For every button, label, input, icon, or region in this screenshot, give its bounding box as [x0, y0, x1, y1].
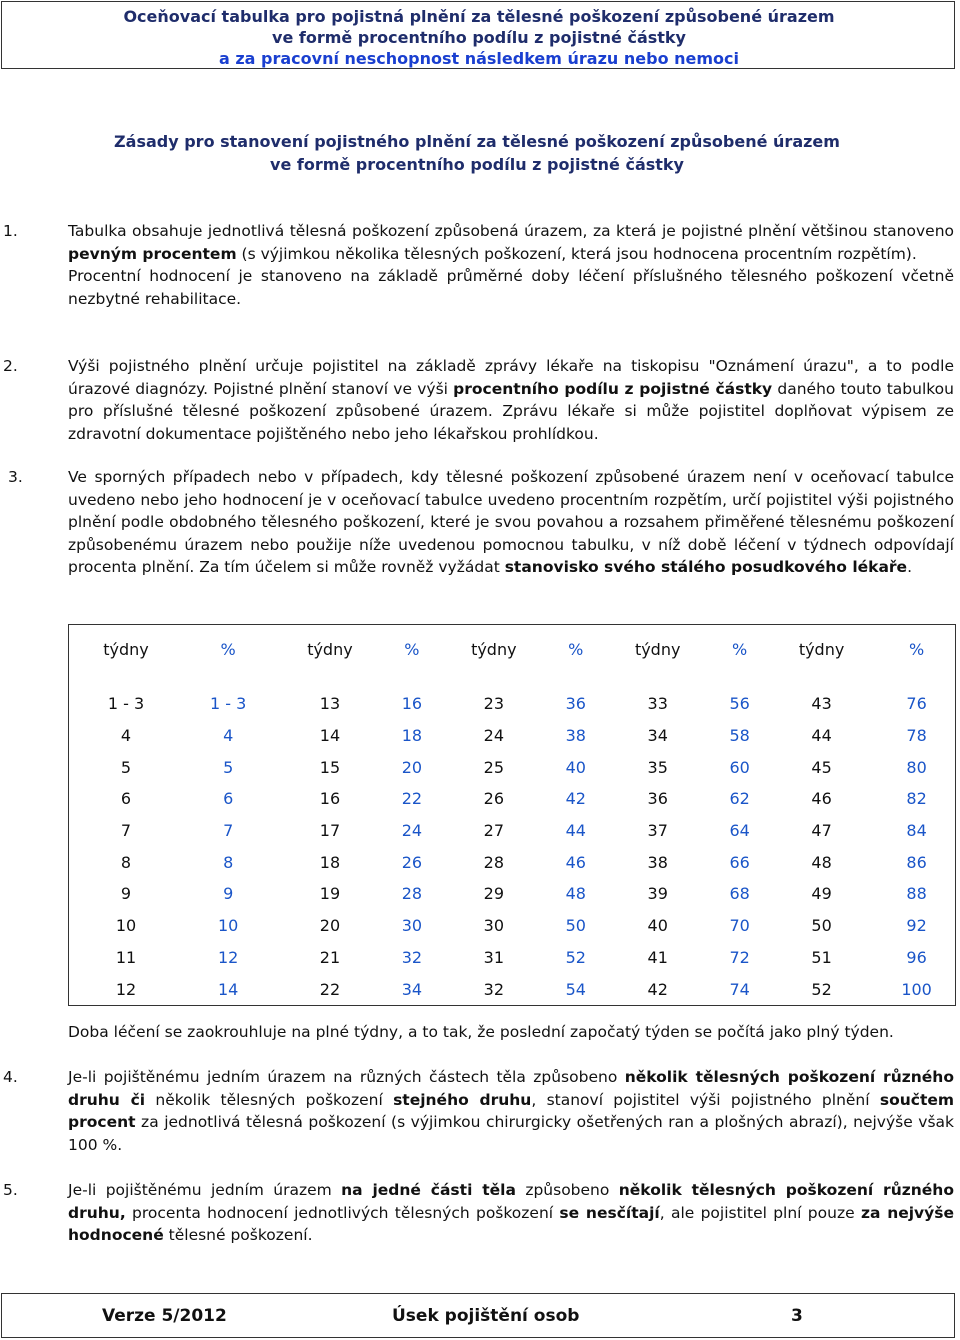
- weeks-cell: 37: [647, 821, 668, 841]
- percent-cell: 92: [906, 916, 927, 936]
- weeks-cell: 18: [319, 852, 341, 872]
- weeks-cell: 15: [319, 757, 341, 777]
- percent-cell: 60: [729, 757, 750, 777]
- weeks-cell: 49: [811, 884, 832, 904]
- weeks-cell: 20: [319, 916, 341, 936]
- table-row: [69, 688, 956, 720]
- header-cell-percent: %: [404, 639, 420, 659]
- percent-cell: 34: [401, 979, 423, 999]
- percent-cell: 30: [401, 916, 423, 936]
- percent-cell: 32: [401, 947, 423, 967]
- table-row: [69, 720, 956, 752]
- weeks-cell: 24: [483, 726, 504, 746]
- weeks-cell: 26: [483, 789, 504, 809]
- weeks-cell: 45: [811, 757, 832, 777]
- header-cell-weeks: týdny: [634, 639, 681, 659]
- percent-cell: 48: [565, 884, 586, 904]
- weeks-cell: 21: [319, 947, 341, 967]
- percent-cell: 52: [565, 947, 586, 967]
- weeks-cell: 31: [483, 947, 504, 967]
- percent-cell: 74: [729, 979, 750, 999]
- rounding-note: Doba léčení se zaokrouhluje na plné týdny, a to tak, že poslední započatý týden se počítá jako plný týden.: [68, 1023, 894, 1041]
- weeks-cell: 4: [120, 726, 132, 746]
- percent-cell: 70: [729, 916, 750, 936]
- percent-cell: 14: [217, 979, 239, 999]
- item-4-text: Je-li pojištěnému jedním úrazem na různých částech těla způsobeno několik tělesných poškození různého druhu či několik tělesných poškození stejného druhu, stanoví pojistitel výši pojistného plnění součtem procent za jednotlivá tělesná poškození (s výjimkou chirurgicky ošetřených ran a plošných abrazí), nejvýše však 100 %.: [68, 1068, 955, 1154]
- percent-cell: 72: [729, 947, 750, 967]
- weeks-cell: 33: [647, 694, 668, 714]
- percent-cell: 68: [729, 884, 750, 904]
- weeks-cell: 40: [647, 916, 668, 936]
- weeks-cell: 11: [115, 947, 137, 967]
- percent-cell: 46: [565, 852, 586, 872]
- header-cell-weeks: týdny: [798, 639, 845, 659]
- percent-cell: 7: [223, 821, 234, 841]
- weeks-cell: 10: [115, 916, 137, 936]
- percent-cell: 36: [565, 694, 586, 714]
- percent-cell: 78: [906, 726, 927, 746]
- percent-cell: 40: [565, 757, 586, 777]
- item-3-text: Ve sporných případech nebo v případech, kdy tělesné poškození způsobené úrazem není v oceňovací tabulce uvedeno nebo jeho hodnocení je v oceňovací tabulce uvedeno procentním rozpětím, určí pojistitel výši pojistného plnění podle obdobného tělesného poškození, které je svou povahou a rozsahem přiměřené tělesnému poškození způsobenému úrazem nebo použije níže uvedenou pomocnou tabulku, v níž době léčení v týdnech odpovídají procenta plnění. Za tím účelem si může rovněž vyžádat stanovisko svého stálého posudkového lékaře.: [68, 468, 954, 576]
- percent-cell: 82: [906, 789, 927, 809]
- header-cell-percent: %: [908, 639, 925, 659]
- percent-cell: 4: [223, 726, 234, 746]
- header-cell-percent: %: [220, 639, 236, 659]
- percent-cell: 9: [223, 884, 234, 904]
- weeks-cell: 36: [647, 789, 668, 809]
- weeks-cell: 34: [647, 726, 668, 746]
- weeks-cell: 1 - 3: [107, 694, 145, 714]
- weeks-cell: 6: [120, 789, 132, 809]
- footer-page-number: 3: [791, 1306, 803, 1326]
- percent-cell: 88: [906, 884, 927, 904]
- weeks-cell: 51: [811, 947, 832, 967]
- table-row: [69, 846, 956, 878]
- footer-version: Verze 5/2012: [102, 1306, 227, 1326]
- percent-cell: 58: [729, 726, 750, 746]
- header-cell-percent: %: [732, 639, 748, 659]
- percent-cell: 16: [401, 694, 423, 714]
- percent-cell: 28: [401, 884, 423, 904]
- header-cell-weeks: týdny: [103, 639, 149, 659]
- weeks-cell: 52: [811, 979, 832, 999]
- weeks-cell: 16: [319, 789, 341, 809]
- percent-cell: 10: [217, 916, 239, 936]
- section-title-line1: Zásady pro stanovení pojistného plnění za tělesné poškození způsobené úrazem: [114, 132, 840, 151]
- header-cell-weeks: týdny: [307, 639, 353, 659]
- header-cell-percent: %: [568, 639, 584, 659]
- weeks-cell: 23: [483, 694, 504, 714]
- percent-cell: 44: [565, 821, 586, 841]
- weeks-cell: 25: [483, 757, 504, 777]
- weeks-cell: 19: [319, 884, 341, 904]
- weeks-cell: 17: [319, 821, 341, 841]
- table-row: [69, 910, 956, 942]
- percent-cell: 56: [729, 694, 750, 714]
- percent-cell: 6: [223, 789, 234, 809]
- footer-box: [1, 1293, 955, 1338]
- percent-cell: 54: [565, 979, 586, 999]
- percent-cell: 62: [729, 789, 750, 809]
- table-row: [69, 942, 956, 974]
- weeks-cell: 13: [319, 694, 341, 714]
- weeks-cell: 14: [319, 726, 341, 746]
- weeks-cell: 47: [811, 821, 832, 841]
- weeks-cell: 27: [483, 821, 504, 841]
- percent-cell: 1 - 3: [210, 694, 247, 714]
- footer-department: Úsek pojištění osob: [392, 1306, 580, 1326]
- weeks-cell: 42: [647, 979, 668, 999]
- header-cell-weeks: týdny: [471, 639, 517, 659]
- percent-cell: 12: [217, 947, 239, 967]
- weeks-cell: 35: [647, 757, 668, 777]
- weeks-cell: 8: [120, 852, 132, 872]
- table-body: [69, 688, 956, 1005]
- percent-cell: 80: [906, 757, 927, 777]
- percent-cell: 22: [401, 789, 423, 809]
- item-2-text: Výši pojistného plnění určuje pojistitel na základě zprávy lékaře na tiskopisu "Oznámení úrazu", a to podle úrazové diagnózy. Pojistné plnění stanoví ve výši procentního podílu z pojistné částky daného touto tabulkou pro příslušné tělesné poškození způsobené úrazem. Zprávu lékaře si může pojistitel doplňovat výpisem ze zdravotní dokumentace pojištěného nebo jeho lékařskou prohlídkou.: [68, 357, 954, 443]
- item-1-text: Tabulka obsahuje jednotlivá tělesná poškození způsobená úrazem, za která je pojistné plnění většinou stanoveno pevným procentem (s výjimkou několika tělesných poškození, která jsou hodnocena procentním rozpětím). Procentní hodnocení je stanoveno na základě průměrné doby léčení příslušného tělesného poškození včetně nezbytné rehabilitace.: [68, 222, 954, 308]
- weeks-cell: 50: [811, 916, 832, 936]
- weeks-percent-table: [68, 624, 956, 1006]
- weeks-cell: 41: [647, 947, 668, 967]
- percent-cell: 84: [906, 821, 927, 841]
- item-number-4: 4.: [3, 1068, 18, 1086]
- percent-cell: 26: [401, 852, 423, 872]
- header-box: [1, 1, 955, 69]
- item-number-5: 5.: [3, 1181, 18, 1199]
- percent-cell: 18: [401, 726, 423, 746]
- percent-cell: 86: [906, 852, 927, 872]
- table-row: [69, 751, 956, 783]
- percent-cell: 20: [401, 757, 423, 777]
- percent-cell: 5: [223, 757, 234, 777]
- header-title-line1: Oceňovací tabulka pro pojistná plnění za tělesné poškození způsobené úrazem: [123, 7, 835, 26]
- percent-cell: 8: [223, 852, 234, 872]
- weeks-cell: 44: [811, 726, 832, 746]
- percent-cell: 64: [729, 821, 750, 841]
- table-row: [69, 878, 956, 910]
- table-spacer-row: [69, 673, 956, 688]
- weeks-cell: 12: [115, 979, 137, 999]
- table-row: [69, 973, 956, 1005]
- percent-cell: 42: [565, 789, 586, 809]
- section-title-line2: ve formě procentního podílu z pojistné částky: [270, 155, 684, 174]
- weeks-cell: 5: [120, 757, 132, 777]
- weeks-cell: 46: [811, 789, 832, 809]
- percent-cell: 38: [565, 726, 586, 746]
- table-header-row: [69, 625, 956, 674]
- weeks-cell: 30: [483, 916, 504, 936]
- percent-cell: 76: [906, 694, 927, 714]
- weeks-cell: 22: [319, 979, 341, 999]
- weeks-cell: 43: [811, 694, 832, 714]
- percent-cell: 66: [729, 852, 750, 872]
- percent-cell: 96: [906, 947, 927, 967]
- table-row: [69, 783, 956, 815]
- table-row: [69, 815, 956, 847]
- percent-cell: 24: [401, 821, 423, 841]
- weeks-cell: 29: [483, 884, 504, 904]
- item-number-1: 1.: [3, 222, 18, 240]
- weeks-cell: 39: [647, 884, 668, 904]
- weeks-cell: 48: [811, 852, 832, 872]
- weeks-cell: 7: [120, 821, 132, 841]
- weeks-cell: 38: [647, 852, 668, 872]
- weeks-cell: 28: [483, 852, 504, 872]
- item-number-3: 3.: [8, 468, 23, 486]
- percent-cell: 50: [565, 916, 586, 936]
- item-number-2: 2.: [3, 357, 18, 375]
- item-5-text: Je-li pojištěnému jedním úrazem na jedné části těla způsobeno několik tělesných poškození různého druhu, procenta hodnocení jednotlivých tělesných poškození se nesčítají, ale pojistitel plní pouze za nejvýše hodnocené tělesné poškození.: [68, 1181, 955, 1244]
- header-title-line3: a za pracovní neschopnost následkem úrazu nebo nemoci: [218, 49, 740, 68]
- percent-cell: 100: [901, 979, 932, 999]
- weeks-cell: 32: [483, 979, 504, 999]
- weeks-cell: 9: [120, 884, 132, 904]
- header-title-line2: ve formě procentního podílu z pojistné částky: [272, 28, 686, 47]
